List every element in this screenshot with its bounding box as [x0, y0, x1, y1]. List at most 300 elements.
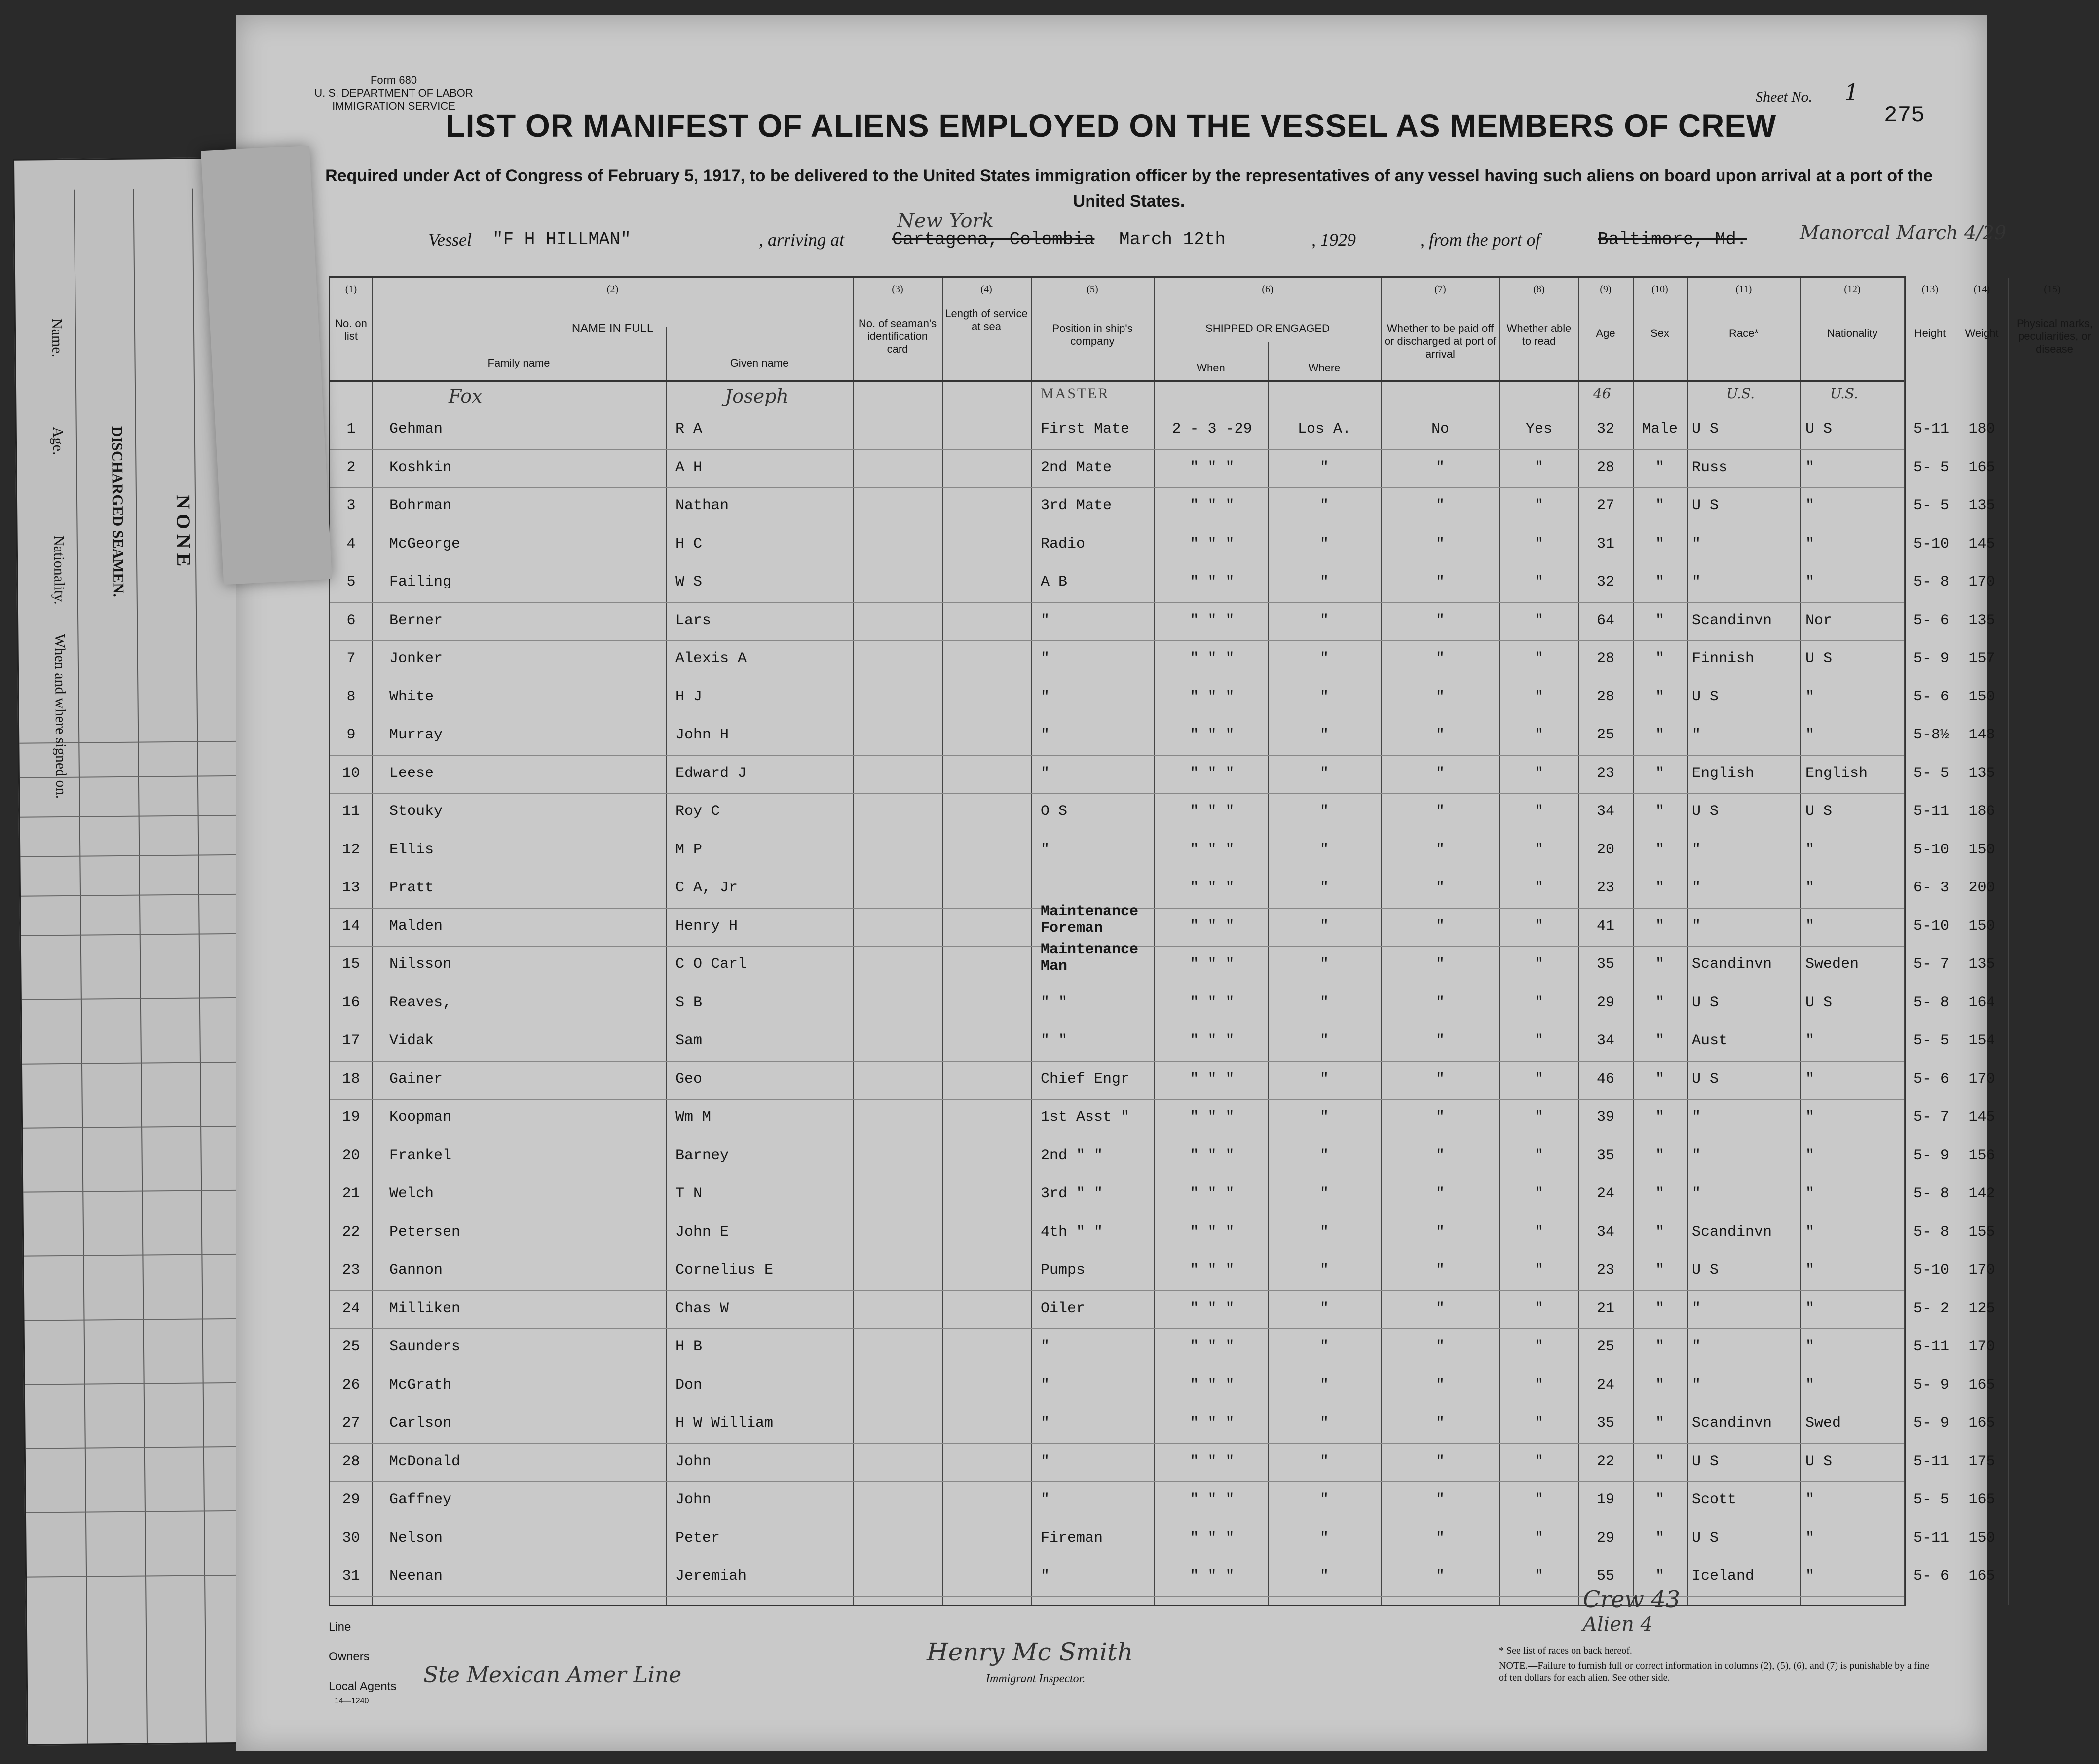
cell-nat: "	[1805, 459, 1815, 476]
cell-where: "	[1319, 1147, 1329, 1164]
cell-no: 21	[342, 1185, 360, 1202]
cell-read: "	[1534, 1568, 1543, 1584]
inspector-signature: Henry Mc Smith	[927, 1638, 1133, 1666]
cell-read: "	[1534, 1300, 1543, 1317]
cell-given: Nathan	[675, 497, 729, 514]
cell-position: "	[1041, 650, 1050, 667]
cell-weight: 164	[1968, 994, 1995, 1011]
cell-age: 25	[1596, 727, 1614, 743]
cell-weight: 170	[1968, 1070, 1995, 1088]
cell-height: 5- 9	[1913, 1376, 1949, 1394]
cell-family: Frankel	[389, 1147, 452, 1164]
row-divider	[330, 1443, 1904, 1444]
cell-no: 4	[346, 535, 356, 552]
cell-when: " " "	[1190, 497, 1235, 514]
cell-when: " " "	[1190, 1032, 1235, 1049]
cell-weight: 135	[1968, 765, 1995, 782]
cell-height: 5- 9	[1913, 1415, 1949, 1432]
cell-no: 29	[342, 1491, 360, 1508]
cell-height: 5- 5	[1913, 765, 1949, 782]
cell-position: A B	[1041, 574, 1068, 590]
cell-where: "	[1319, 880, 1329, 896]
cell-where: "	[1319, 1300, 1329, 1317]
cell-nat: Swed	[1805, 1415, 1841, 1432]
hdr-age: Age	[1596, 327, 1615, 339]
cell-sex: "	[1655, 574, 1664, 590]
cell-where: "	[1319, 1529, 1329, 1546]
cell-when: " " "	[1190, 535, 1235, 552]
cell-given: H J	[675, 688, 703, 705]
cell-position: "	[1041, 1376, 1050, 1394]
cell-sex: "	[1655, 1453, 1664, 1470]
cell-no: 19	[342, 1109, 360, 1126]
cell-height: 5-10	[1913, 535, 1949, 552]
cell-given: R A	[675, 421, 703, 438]
cell-read: "	[1534, 688, 1543, 705]
hdr-family: Family name	[487, 357, 550, 369]
colnum-13: (13)	[1921, 284, 1939, 294]
master-given: Joseph	[725, 385, 788, 407]
cell-age: 34	[1596, 1223, 1614, 1241]
cell-age: 23	[1596, 765, 1614, 782]
cell-height: 5-11	[1913, 1338, 1949, 1355]
cell-position: Chief Engr	[1041, 1070, 1130, 1088]
cell-no: 25	[342, 1338, 360, 1355]
cell-paid: "	[1435, 650, 1445, 667]
page-number: 275	[1884, 103, 1925, 128]
cell-nat: "	[1805, 1185, 1815, 1202]
colnum-3: (3)	[892, 284, 903, 294]
cell-family: Bohrman	[389, 497, 452, 514]
colnum-4: (4)	[980, 284, 992, 294]
cell-nat: "	[1805, 841, 1815, 858]
cell-position: 2nd " "	[1041, 1147, 1103, 1164]
cell-where: "	[1319, 1070, 1329, 1088]
hdr-position: Position in ship's company	[1052, 322, 1133, 347]
cell-family: Gannon	[389, 1262, 443, 1279]
cell-when: " " "	[1190, 459, 1235, 476]
cell-position: O S	[1041, 803, 1068, 820]
cell-family: Reaves,	[389, 994, 452, 1011]
colnum-1: (1)	[345, 284, 357, 294]
cell-height: 5- 5	[1913, 459, 1949, 476]
cell-no: 8	[346, 688, 356, 705]
cell-given: Geo	[675, 1070, 703, 1088]
cell-nat: "	[1805, 1032, 1815, 1049]
cell-given: John	[675, 1491, 712, 1508]
cell-where: "	[1319, 1491, 1329, 1508]
cell-height: 5-11	[1913, 421, 1949, 438]
cell-no: 2	[346, 459, 356, 476]
cell-height: 5- 5	[1913, 497, 1949, 514]
cell-age: 41	[1596, 918, 1614, 935]
cell-height: 5- 5	[1913, 1032, 1949, 1049]
page-title: LIST OR MANIFEST OF ALIENS EMPLOYED ON THE VESSEL AS MEMBERS OF CREW	[446, 108, 1777, 144]
arrival-year: , 1929	[1312, 230, 1356, 250]
cell-weight: 165	[1968, 1415, 1995, 1432]
cell-race: "	[1692, 535, 1701, 552]
colnum-14: (14)	[1973, 284, 1990, 294]
cell-read: "	[1534, 459, 1543, 476]
cell-nat: "	[1805, 1109, 1815, 1126]
cell-no: 1	[346, 421, 356, 438]
cell-nat: U S	[1805, 421, 1833, 438]
colnum-8: (8)	[1533, 284, 1545, 294]
cell-height: 5- 6	[1913, 1070, 1949, 1088]
cell-no: 28	[342, 1453, 360, 1470]
cell-when: " " "	[1190, 918, 1235, 935]
hdr-weight: Weight	[1965, 327, 1999, 339]
cell-age: 34	[1596, 803, 1614, 820]
colnum-5: (5)	[1087, 284, 1098, 294]
cell-age: 25	[1596, 1338, 1614, 1355]
cell-family: Neenan	[389, 1568, 443, 1584]
cell-race: "	[1692, 1185, 1701, 1202]
cell-read: Yes	[1525, 421, 1552, 438]
cell-sex: "	[1655, 1109, 1664, 1126]
colnum-10: (10)	[1651, 284, 1668, 294]
cell-height: 5- 7	[1913, 1109, 1949, 1126]
row-divider	[330, 1481, 1904, 1482]
cell-given: H W William	[675, 1415, 774, 1432]
row-divider	[330, 1061, 1904, 1062]
cell-where: "	[1319, 1032, 1329, 1049]
cell-paid: "	[1435, 994, 1445, 1011]
cell-read: "	[1534, 612, 1543, 629]
cell-height: 5- 9	[1913, 650, 1949, 667]
cell-paid: "	[1435, 1223, 1445, 1241]
cell-paid: No	[1431, 421, 1449, 438]
cell-sex: "	[1655, 803, 1664, 820]
cell-when: " " "	[1190, 880, 1235, 896]
cell-where: "	[1319, 497, 1329, 514]
row-divider	[330, 1328, 1904, 1329]
cell-position: 3rd " "	[1041, 1185, 1103, 1202]
cell-no: 7	[346, 650, 356, 667]
cell-where: "	[1319, 459, 1329, 476]
cell-age: 31	[1596, 535, 1614, 552]
cell-when: " " "	[1190, 1415, 1235, 1432]
cell-given: Lars	[675, 612, 712, 629]
cell-when: " " "	[1190, 650, 1235, 667]
cell-nat: U S	[1805, 650, 1833, 667]
cell-read: "	[1534, 650, 1543, 667]
cell-when: " " "	[1190, 1147, 1235, 1164]
cell-race: "	[1692, 1147, 1701, 1164]
cell-sex: "	[1655, 956, 1664, 973]
cell-race: Russ	[1692, 459, 1728, 476]
cell-family: Carlson	[389, 1415, 452, 1432]
form-header	[310, 74, 478, 112]
cell-height: 5- 6	[1913, 1568, 1949, 1584]
cell-paid: "	[1435, 803, 1445, 820]
attached-tab	[201, 146, 332, 585]
cell-when: " " "	[1190, 1338, 1235, 1355]
cell-read: "	[1534, 956, 1543, 973]
cell-sex: "	[1655, 727, 1664, 743]
cell-weight: 165	[1968, 459, 1995, 476]
cell-height: 5- 8	[1913, 994, 1949, 1011]
cell-where: "	[1319, 765, 1329, 782]
cell-nat: Nor	[1805, 612, 1833, 629]
cell-given: Chas W	[675, 1300, 729, 1317]
cell-given: M P	[675, 841, 703, 858]
colnum-12: (12)	[1844, 284, 1861, 294]
arriving-label: , arriving at	[759, 230, 845, 250]
cell-nat: U S	[1805, 994, 1833, 1011]
cell-where: "	[1319, 727, 1329, 743]
cell-nat: "	[1805, 1262, 1815, 1279]
cell-sex: "	[1655, 650, 1664, 667]
cell-position: Fireman	[1041, 1529, 1103, 1546]
cell-given: Peter	[675, 1529, 720, 1546]
cell-when: " " "	[1190, 1453, 1235, 1470]
cell-given: Jeremiah	[675, 1568, 747, 1584]
footnote-races: * See list of races on back hereof.	[1499, 1645, 1632, 1656]
cell-paid: "	[1435, 1338, 1445, 1355]
cell-where: "	[1319, 803, 1329, 820]
cell-read: "	[1534, 1262, 1543, 1279]
cell-given: T N	[675, 1185, 703, 1202]
cell-weight: 156	[1968, 1147, 1995, 1164]
row-divider	[330, 755, 1904, 756]
cell-when: " " "	[1190, 1223, 1235, 1241]
cell-weight: 180	[1968, 421, 1995, 438]
cell-read: "	[1534, 1185, 1543, 1202]
cell-race: Iceland	[1692, 1568, 1755, 1584]
cell-position: Radio	[1041, 535, 1086, 552]
cell-height: 5- 8	[1913, 1185, 1949, 1202]
hdr-where: Where	[1308, 362, 1341, 374]
cell-age: 32	[1596, 574, 1614, 590]
row-divider	[330, 1290, 1904, 1291]
cell-position: Maintenance Foreman	[1041, 903, 1139, 937]
cell-given: Edward J	[675, 765, 747, 782]
cell-when: " " "	[1190, 688, 1235, 705]
cell-where: "	[1319, 841, 1329, 858]
cell-given: S B	[675, 994, 703, 1011]
hdr-name: NAME IN FULL	[571, 322, 654, 335]
cell-nat: U S	[1805, 1453, 1833, 1470]
cell-race: U S	[1692, 497, 1719, 514]
cell-sex: "	[1655, 1185, 1664, 1202]
cell-age: 28	[1596, 688, 1614, 705]
master-family: Fox	[449, 385, 483, 407]
cell-sex: "	[1655, 1300, 1664, 1317]
form-code: 14—1240	[335, 1697, 369, 1705]
cell-height: 5- 2	[1913, 1300, 1949, 1317]
cell-weight: 150	[1968, 918, 1995, 935]
sheet-label: Sheet No.	[1756, 89, 1812, 105]
cell-family: Berner	[389, 612, 443, 629]
cell-height: 5-10	[1913, 918, 1949, 935]
cell-height: 5- 8	[1913, 574, 1949, 590]
cell-family: Saunders	[389, 1338, 461, 1355]
cell-race: U S	[1692, 1262, 1719, 1279]
cell-sex: "	[1655, 1032, 1664, 1049]
voyage-note: Manorcal March 4/29	[1800, 222, 2007, 244]
cell-nat: "	[1805, 1338, 1815, 1355]
hdr-read: Whether able to read	[1506, 322, 1572, 347]
cell-position: "	[1041, 1568, 1050, 1584]
cell-height: 5-10	[1913, 841, 1949, 858]
cell-position: "	[1041, 1453, 1050, 1470]
cell-paid: "	[1435, 765, 1445, 782]
cell-race: U S	[1692, 994, 1719, 1011]
cell-read: "	[1534, 535, 1543, 552]
cell-where: "	[1319, 1376, 1329, 1394]
cell-paid: "	[1435, 1491, 1445, 1508]
cell-weight: 170	[1968, 1262, 1995, 1279]
cell-given: Don	[675, 1376, 703, 1394]
cell-no: 22	[342, 1223, 360, 1241]
cell-position: "	[1041, 1491, 1050, 1508]
cell-sex: "	[1655, 612, 1664, 629]
cell-race: "	[1692, 918, 1701, 935]
cell-when: " " "	[1190, 1300, 1235, 1317]
cell-position: "	[1041, 612, 1050, 629]
cell-family: Koopman	[389, 1109, 452, 1126]
sheet-number: 1	[1844, 79, 1859, 106]
cell-age: 24	[1596, 1376, 1614, 1394]
cell-height: 5-8½	[1913, 727, 1949, 743]
cell-paid: "	[1435, 1568, 1445, 1584]
cell-sex: "	[1655, 535, 1664, 552]
cell-race: "	[1692, 1109, 1701, 1126]
owners-label: Owners	[329, 1650, 370, 1663]
hdr-shipped: SHIPPED OR ENGAGED	[1205, 322, 1330, 334]
cell-age: 24	[1596, 1185, 1614, 1202]
cell-age: 46	[1596, 1070, 1614, 1088]
cell-race: Scandinvn	[1692, 1415, 1772, 1432]
cell-position: "	[1041, 727, 1050, 743]
cell-nat: "	[1805, 918, 1815, 935]
cell-nat: "	[1805, 1568, 1815, 1584]
cell-position: "	[1041, 1415, 1050, 1432]
cell-paid: "	[1435, 497, 1445, 514]
cell-read: "	[1534, 1376, 1543, 1394]
cell-weight: 165	[1968, 1376, 1995, 1394]
cell-position: "	[1041, 841, 1050, 858]
page-subtitle: Required under Act of Congress of February 5, 1917, to be delivered to the United States immigration officer by the representatives of any vessel having such aliens on board upon arrival at a port of the United States.	[325, 166, 1933, 211]
cell-age: 55	[1596, 1568, 1614, 1584]
cell-family: Pratt	[389, 880, 434, 896]
cell-family: McDonald	[389, 1453, 461, 1470]
cell-when: " " "	[1190, 1529, 1235, 1546]
cell-read: "	[1534, 1453, 1543, 1470]
cell-read: "	[1534, 1529, 1543, 1546]
cell-where: Los A.	[1297, 421, 1351, 438]
cell-where: "	[1319, 918, 1329, 935]
cell-no: 9	[346, 727, 356, 743]
cell-read: "	[1534, 841, 1543, 858]
cell-weight: 142	[1968, 1185, 1995, 1202]
hdr-when: When	[1197, 362, 1225, 374]
cell-no: 16	[342, 994, 360, 1011]
cell-race: Aust	[1692, 1032, 1728, 1049]
cell-race: U S	[1692, 803, 1719, 820]
arriving-typed: Cartagena, Colombia	[892, 229, 1095, 250]
cell-position: Pumps	[1041, 1262, 1086, 1279]
cell-nat: "	[1805, 1223, 1815, 1241]
cell-read: "	[1534, 880, 1543, 896]
cell-no: 26	[342, 1376, 360, 1394]
cell-no: 12	[342, 841, 360, 858]
cell-height: 5- 5	[1913, 1491, 1949, 1508]
cell-no: 20	[342, 1147, 360, 1164]
cell-position: " "	[1041, 1032, 1068, 1049]
colnum-7: (7)	[1434, 284, 1446, 294]
cell-sex: "	[1655, 1223, 1664, 1241]
cell-no: 3	[346, 497, 356, 514]
cell-given: C O Carl	[675, 956, 747, 973]
cell-sex: "	[1655, 765, 1664, 782]
cell-weight: 200	[1968, 880, 1995, 896]
colnum-9: (9)	[1600, 284, 1612, 294]
cell-height: 5- 7	[1913, 956, 1949, 973]
from-port: Baltimore, Md.	[1598, 229, 1747, 250]
cell-age: 29	[1596, 1529, 1614, 1546]
cell-no: 6	[346, 612, 356, 629]
cell-when: " " "	[1190, 803, 1235, 820]
cell-when: " " "	[1190, 1109, 1235, 1126]
cell-weight: 148	[1968, 727, 1995, 743]
cell-sex: "	[1655, 1262, 1664, 1279]
cell-paid: "	[1435, 612, 1445, 629]
colnum-2: (2)	[606, 284, 619, 294]
cell-paid: "	[1435, 1032, 1445, 1049]
cell-height: 5-11	[1913, 1453, 1949, 1470]
cell-given: Sam	[675, 1032, 703, 1049]
cell-given: Henry H	[675, 918, 738, 935]
slip-signed-on-label: When and where signed on.	[51, 633, 70, 799]
vessel-name: "F H HILLMAN"	[492, 229, 631, 250]
cell-sex: "	[1655, 1338, 1664, 1355]
cell-nat: "	[1805, 727, 1815, 743]
master-race: U.S.	[1726, 385, 1755, 402]
slip-nationality-label: Nationality.	[50, 535, 68, 605]
cell-no: 5	[346, 574, 356, 590]
cell-sex: "	[1655, 841, 1664, 858]
cell-when: " " "	[1190, 1568, 1235, 1584]
cell-sex: "	[1655, 688, 1664, 705]
cell-sex: "	[1655, 1415, 1664, 1432]
hdr-paid-off: Whether to be paid off or discharged at port of arrival	[1384, 322, 1497, 360]
cell-given: John H	[675, 727, 729, 743]
cell-read: "	[1534, 497, 1543, 514]
cell-paid: "	[1435, 1070, 1445, 1088]
cell-height: 5- 6	[1913, 612, 1949, 629]
cell-where: "	[1319, 1338, 1329, 1355]
cell-sex: "	[1655, 1147, 1664, 1164]
cell-read: "	[1534, 1491, 1543, 1508]
cell-where: "	[1319, 1415, 1329, 1432]
cell-when: " " "	[1190, 994, 1235, 1011]
master-nationality: U.S.	[1830, 385, 1859, 402]
cell-age: 35	[1596, 956, 1614, 973]
cell-weight: 165	[1968, 1491, 1995, 1508]
cell-age: 34	[1596, 1032, 1614, 1049]
cell-family: Malden	[389, 918, 443, 935]
agents-signature: Ste Mexican Amer Line	[423, 1662, 682, 1688]
cell-race: U S	[1692, 688, 1719, 705]
hdr-race: Race*	[1729, 327, 1759, 339]
cell-position: "	[1041, 765, 1050, 782]
slip-title: DISCHARGED SEAMEN.	[109, 426, 127, 597]
cell-given: Wm M	[675, 1109, 712, 1126]
cell-age: 39	[1596, 1109, 1614, 1126]
colnum-11: (11)	[1735, 284, 1752, 294]
